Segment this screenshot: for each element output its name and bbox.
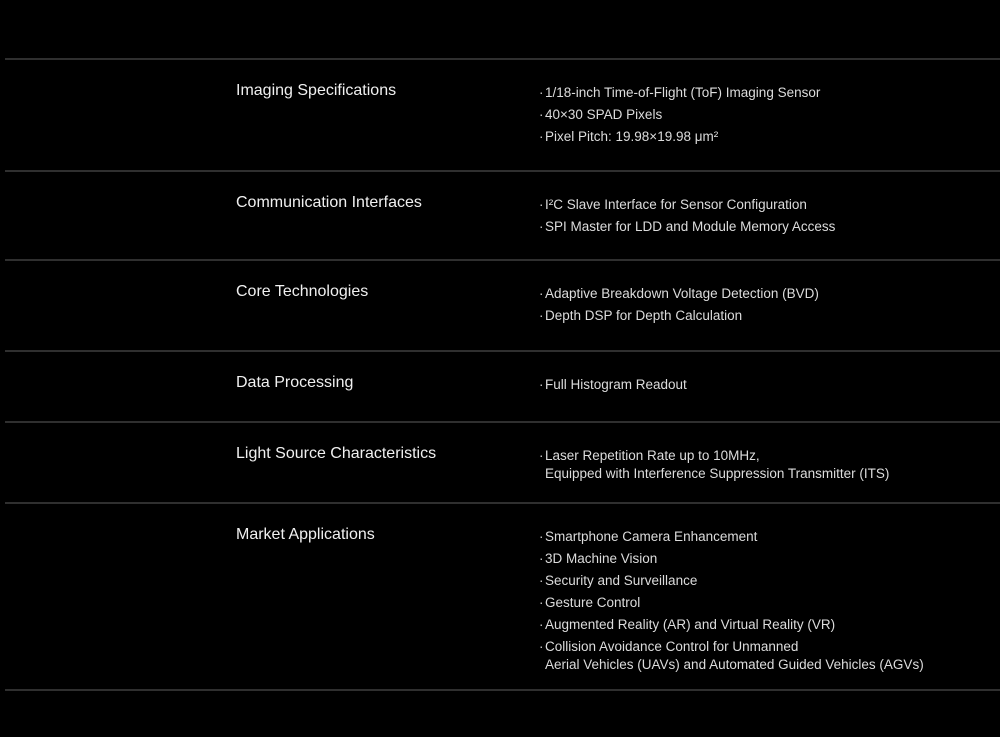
spec-item: · Augmented Reality (AR) and Virtual Reality (VR) xyxy=(540,616,924,634)
spec-row-light-source xyxy=(5,423,1000,504)
spec-item: · Adaptive Breakdown Voltage Detection (BVD) xyxy=(540,285,819,303)
spec-item: · Smartphone Camera Enhancement xyxy=(540,528,924,546)
spec-title-imaging: Imaging Specifications xyxy=(236,82,397,99)
spec-items-communication xyxy=(540,196,835,240)
spec-item: · I²C Slave Interface for Sensor Configuration xyxy=(540,196,835,214)
spec-item: · Gesture Control xyxy=(540,594,924,612)
spec-item: · Security and Surveillance xyxy=(540,572,924,590)
spec-item: · Pixel Pitch: 19.98×19.98 μm² xyxy=(540,128,820,146)
spec-row-core xyxy=(5,261,1000,352)
spec-item: · 40×30 SPAD Pixels xyxy=(540,106,820,124)
spec-item: · Collision Avoidance Control for Unmanned Aerial Vehicles (UAVs) and Automated Guided Vehicles (AGVs) xyxy=(540,638,924,674)
spec-items-data-processing xyxy=(540,376,687,398)
spec-items-core xyxy=(540,285,819,329)
spec-table xyxy=(5,58,1000,691)
spec-title-light-source: Light Source Characteristics xyxy=(236,445,437,462)
spec-items-imaging xyxy=(540,84,820,150)
spec-title-data-processing: Data Processing xyxy=(236,374,354,391)
spec-title-market: Market Applications xyxy=(236,526,375,543)
spec-item: · Laser Repetition Rate up to 10MHz, Equipped with Interference Suppression Transmitter (ITS) xyxy=(540,447,889,483)
spec-title-communication: Communication Interfaces xyxy=(236,194,422,211)
spec-item: · Full Histogram Readout xyxy=(540,376,687,394)
spec-items-light-source xyxy=(540,447,889,487)
spec-item: · Depth DSP for Depth Calculation xyxy=(540,307,819,325)
spec-item: · 1/18-inch Time-of-Flight (ToF) Imaging Sensor xyxy=(540,84,820,102)
spec-row-data-processing xyxy=(5,352,1000,423)
spec-row-imaging xyxy=(5,60,1000,172)
spec-title-core: Core Technologies xyxy=(236,283,369,300)
spec-item: · SPI Master for LDD and Module Memory Access xyxy=(540,218,835,236)
spec-row-communication xyxy=(5,172,1000,261)
spec-row-market xyxy=(5,504,1000,691)
spec-items-market xyxy=(540,528,924,678)
spec-item: · 3D Machine Vision xyxy=(540,550,924,568)
